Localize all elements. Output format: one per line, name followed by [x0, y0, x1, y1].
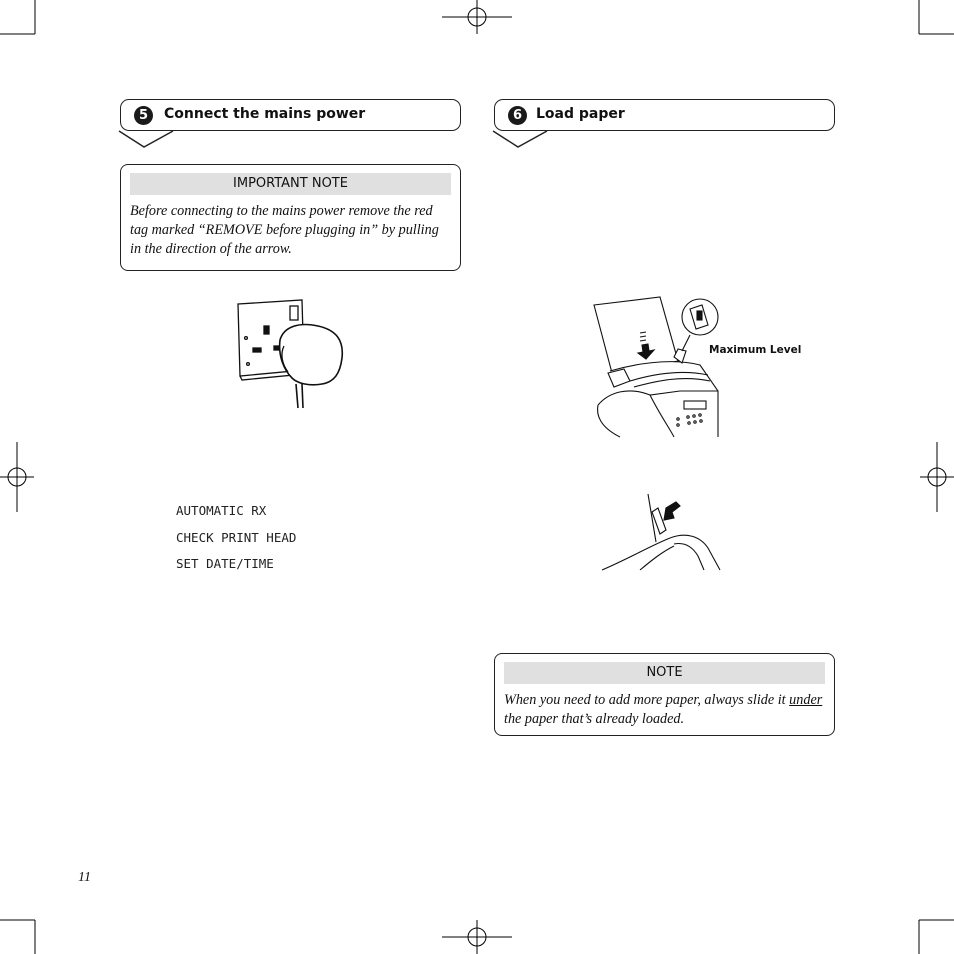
- step-number-badge: 5: [134, 106, 153, 125]
- step-number-badge: 6: [508, 106, 527, 125]
- section-tail: [492, 128, 552, 150]
- section-title: Load paper: [536, 106, 625, 122]
- display-line: AUTOMATIC RX: [176, 503, 267, 518]
- section-title: Connect the mains power: [164, 106, 366, 122]
- note-box: [494, 653, 835, 736]
- page-number: 11: [78, 870, 91, 885]
- section-header-load-paper: [494, 99, 835, 131]
- note-text-underlined: under: [789, 692, 823, 708]
- important-note-text: Before connecting to the mains power remove the red tag marked “REMOVE before plugging in” by pulling in the direction of the arrow.: [130, 203, 439, 257]
- maximum-level-caption: Maximum Level: [709, 344, 802, 356]
- note-text-part: When you need to add more paper, always slide it: [504, 692, 790, 708]
- plug-socket-illustration: [232, 296, 352, 410]
- note-text: [504, 691, 824, 729]
- paper-guide-illustration: [600, 492, 724, 572]
- important-note-box: [120, 164, 461, 271]
- note-text-part: the paper that’s already loaded.: [504, 711, 685, 727]
- fax-paper-illustration: [590, 295, 730, 437]
- section-tail: [118, 128, 178, 150]
- display-line: SET DATE/TIME: [176, 556, 274, 571]
- important-note-heading: IMPORTANT NOTE: [130, 173, 451, 195]
- note-heading: NOTE: [504, 662, 825, 684]
- display-line: CHECK PRINT HEAD: [176, 530, 297, 545]
- section-header-connect-power: [120, 99, 461, 131]
